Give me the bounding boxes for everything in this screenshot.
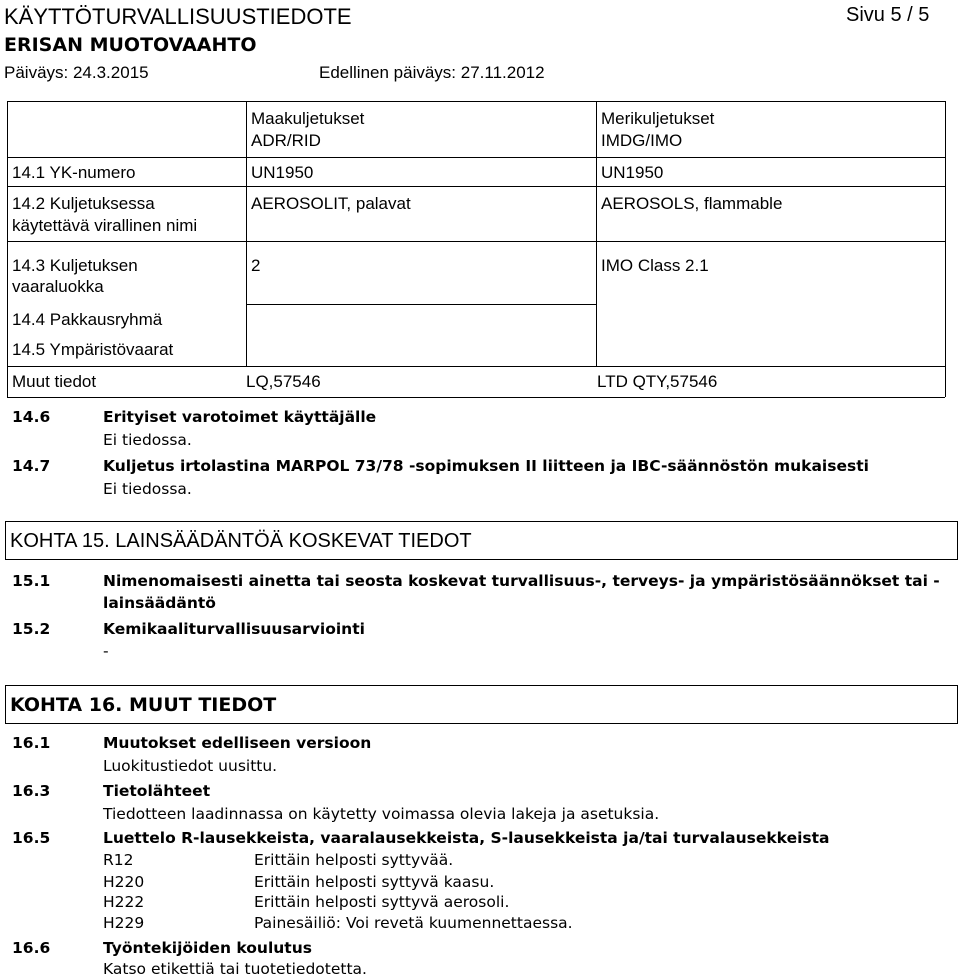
- row-label-other-info: Muut tiedot: [12, 372, 97, 391]
- row-label-un-number: 14.1 YK-numero: [12, 163, 136, 182]
- phrase-code: H222: [103, 893, 145, 911]
- section-16-6-title: Työntekijöiden koulutus: [103, 939, 312, 957]
- row-label-shipping-name-line2: käytettävä virallinen nimi: [12, 216, 198, 235]
- section-16-3-number: 16.3: [12, 782, 51, 800]
- section-15-1-number: 15.1: [12, 572, 51, 590]
- section-16-header: [5, 685, 958, 724]
- section-15-1-title-line1: Nimenomaisesti ainetta tai seosta koskevat turvallisuus-, terveys- ja ympäristösäännökset tai -: [103, 572, 940, 590]
- section-16-3-text: Tiedotteen laadinnassa on käytetty voimassa olevia lakeja ja asetuksia.: [103, 805, 660, 823]
- other-info-sea: LTD QTY,57546: [597, 372, 718, 391]
- document-title: KÄYTTÖTURVALLISUUSTIEDOTE: [4, 4, 352, 29]
- col-header-land-line2: ADR/RID: [251, 131, 321, 150]
- section-16-6-text: Katso etikettiä tai tuotetiedotetta.: [103, 960, 367, 978]
- section-15-2-title: Kemikaaliturvallisuusarviointi: [103, 620, 365, 638]
- page-number: Sivu 5 / 5: [846, 4, 930, 26]
- section-16-1-text: Luokitustiedot uusittu.: [103, 757, 278, 775]
- section-14-7-number: 14.7: [12, 457, 51, 475]
- issue-date: Päiväys: 24.3.2015: [4, 63, 149, 82]
- phrase-code: R12: [103, 851, 134, 869]
- section-14-6-text: Ei tiedossa.: [103, 431, 192, 449]
- section-16-title: KOHTA 16. MUUT TIEDOT: [10, 694, 277, 716]
- section-15-2-text: -: [103, 642, 109, 660]
- section-14-7-title: Kuljetus irtolastina MARPOL 73/78 -sopimuksen II liitteen ja IBC-säännöstön mukaisesti: [103, 457, 869, 475]
- section-15-header: [5, 521, 958, 560]
- row-label-environmental-hazards: 14.5 Ympäristövaarat: [12, 340, 174, 359]
- section-15-1-title-line2: lainsäädäntö: [103, 594, 216, 612]
- row-label-shipping-name-line1: 14.2 Kuljetuksessa: [12, 194, 155, 213]
- section-16-3-title: Tietolähteet: [103, 782, 211, 800]
- phrase-text: Erittäin helposti syttyvä kaasu.: [254, 873, 495, 891]
- product-name: ERISAN MUOTOVAAHTO: [4, 34, 257, 56]
- hazard-class-land: 2: [251, 256, 261, 275]
- section-16-1-title: Muutokset edelliseen versioon: [103, 734, 372, 752]
- row-label-hazard-class-line1: 14.3 Kuljetuksen: [12, 256, 138, 275]
- phrase-code: H229: [103, 914, 145, 932]
- phrase-code: H220: [103, 873, 145, 891]
- section-16-1-number: 16.1: [12, 734, 51, 752]
- un-number-land: UN1950: [251, 163, 314, 182]
- phrase-text: Painesäiliö: Voi revetä kuumennettaessa.: [254, 914, 573, 932]
- previous-date: Edellinen päiväys: 27.11.2012: [319, 63, 545, 82]
- shipping-name-land: AEROSOLIT, palavat: [251, 194, 411, 213]
- phrase-text: Erittäin helposti syttyvää.: [254, 851, 454, 869]
- row-label-packing-group: 14.4 Pakkausryhmä: [12, 310, 163, 329]
- section-15-2-number: 15.2: [12, 620, 51, 638]
- col-header-sea-line1: Merikuljetukset: [601, 109, 715, 128]
- section-16-5-title: Luettelo R-lausekkeista, vaaralausekkeista, S-lausekkeista ja/tai turvalausekkeista: [103, 829, 830, 847]
- phrase-text: Erittäin helposti syttyvä aerosoli.: [254, 893, 510, 911]
- section-14-6-number: 14.6: [12, 408, 51, 426]
- section-14-6-title: Erityiset varotoimet käyttäjälle: [103, 408, 377, 426]
- section-16-5-number: 16.5: [12, 829, 51, 847]
- col-header-sea-line2: IMDG/IMO: [601, 131, 683, 150]
- section-14-7-text: Ei tiedossa.: [103, 480, 192, 498]
- un-number-sea: UN1950: [601, 163, 664, 182]
- shipping-name-sea: AEROSOLS, flammable: [601, 194, 783, 213]
- section-16-6-number: 16.6: [12, 939, 51, 957]
- section-15-title: KOHTA 15. LAINSÄÄDÄNTÖÄ KOSKEVAT TIEDOT: [10, 530, 472, 552]
- row-label-hazard-class-line2: vaaraluokka: [12, 277, 104, 296]
- hazard-class-sea: IMO Class 2.1: [601, 256, 709, 275]
- col-header-land-line1: Maakuljetukset: [251, 109, 365, 128]
- other-info-land: LQ,57546: [246, 372, 321, 391]
